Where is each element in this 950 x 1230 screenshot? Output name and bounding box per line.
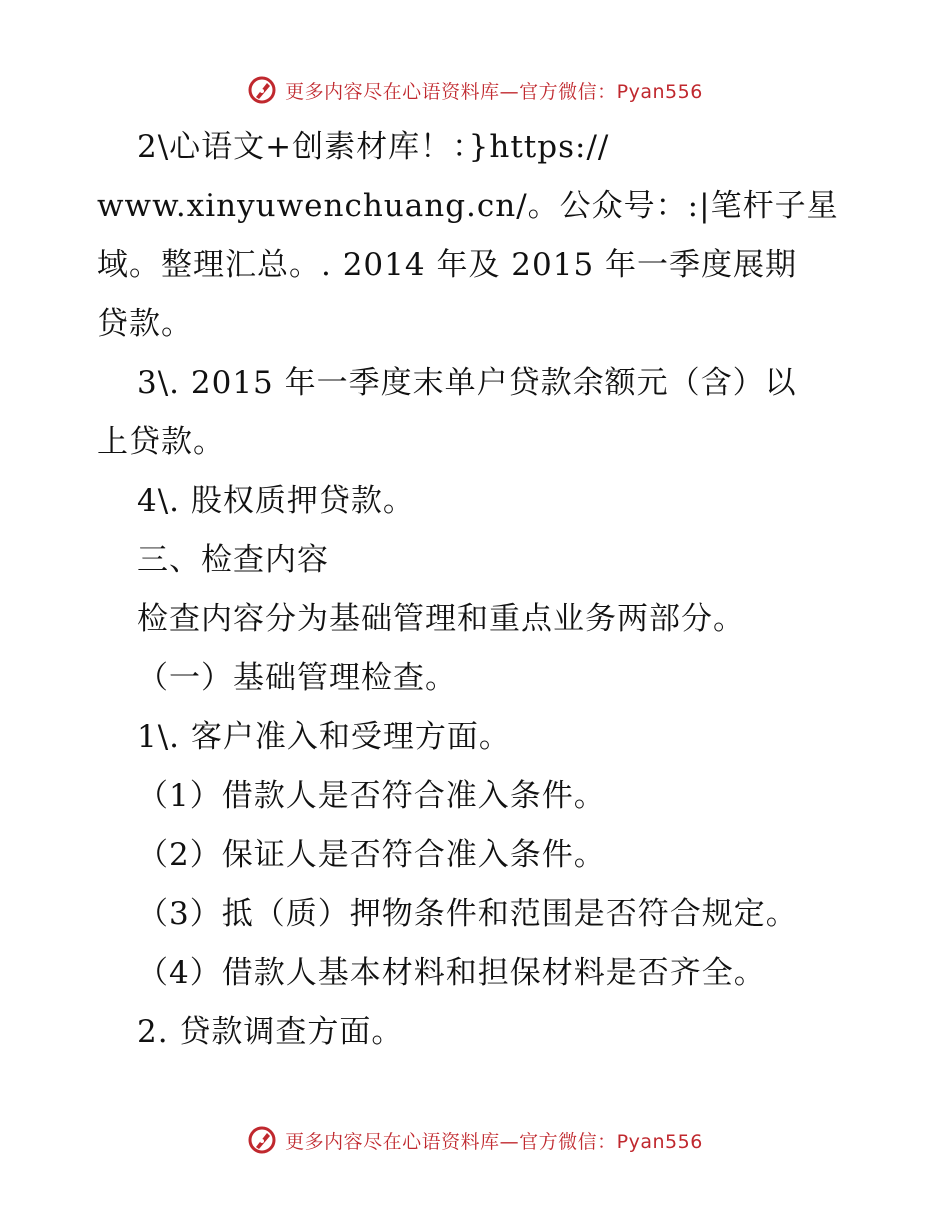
pen-nib-circle-icon [247, 75, 277, 105]
subsection-heading: （一）基础管理检查。 [137, 660, 457, 696]
text-line: 2. 贷款调查方面。 [137, 1014, 404, 1050]
text-line: 检查内容分为基础管理和重点业务两部分。 [137, 601, 745, 637]
pen-nib-circle-icon [247, 1125, 277, 1155]
text-line: 1\. 客户准入和受理方面。 [137, 719, 511, 755]
header-banner [0, 70, 950, 110]
footer-banner [0, 1120, 950, 1160]
text-line: www.xinyuwenchuang.cn/。公众号：:|笔杆子星 [97, 188, 839, 224]
section-heading: 三、检查内容 [137, 542, 329, 578]
list-item: （1）借款人是否符合准入条件。 [137, 778, 606, 814]
list-item: （3）抵（质）押物条件和范围是否符合规定。 [137, 896, 798, 932]
text-line: 域。整理汇总。. 2014 年及 2015 年一季度展期 [97, 247, 798, 283]
list-item: （2）保证人是否符合准入条件。 [137, 837, 606, 873]
text-line: 3\. 2015 年一季度末单户贷款余额元（含）以 [137, 365, 797, 401]
document-body [97, 118, 857, 1062]
list-item: （4）借款人基本材料和担保材料是否齐全。 [137, 955, 766, 991]
text-line: 上贷款。 [97, 424, 225, 460]
text-line: 2\心语文+创素材库！：}https:// [137, 129, 610, 165]
footer-banner-text: 更多内容尽在心语资料库—官方微信：Pyan556 [285, 1130, 703, 1153]
text-line: 4\. 股权质押贷款。 [137, 483, 415, 519]
header-banner-text: 更多内容尽在心语资料库—官方微信：Pyan556 [285, 80, 703, 103]
text-line: 贷款。 [97, 306, 193, 342]
